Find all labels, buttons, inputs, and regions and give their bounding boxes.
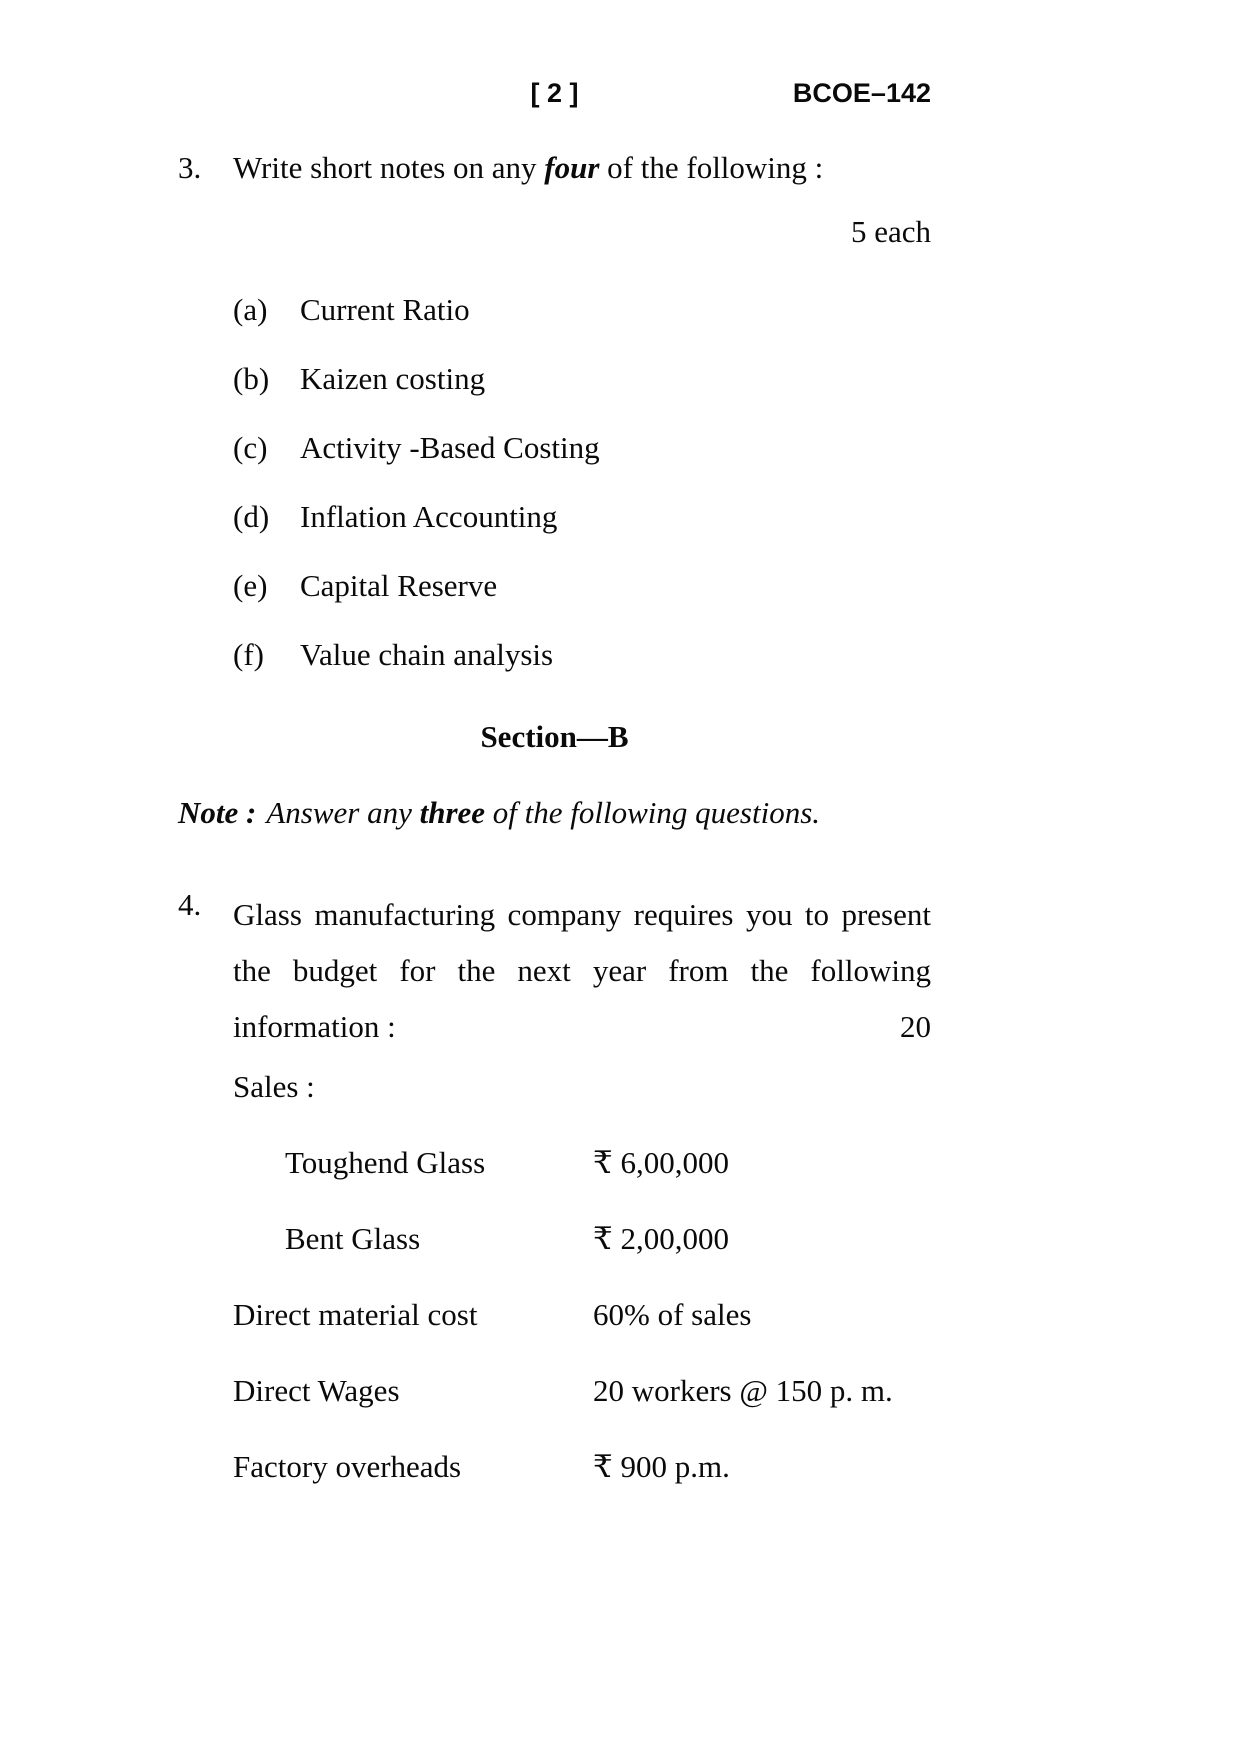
question-4-text: Glass manufacturing company requires you to present the budget for the next year from the following information : xyxy=(233,897,931,1044)
table-row-item: Direct material cost xyxy=(233,1297,478,1332)
list-item-e-label: (e) xyxy=(233,568,268,603)
sales-label: Sales : xyxy=(233,1069,315,1104)
table-row-bent-glass xyxy=(233,1221,931,1257)
table-row-direct-material xyxy=(233,1297,931,1333)
list-item-e-text: Capital Reserve xyxy=(300,568,498,603)
list-item-a-text: Current Ratio xyxy=(300,292,470,327)
page-number: [ 2 ] xyxy=(530,78,579,108)
list-item-d-label: (d) xyxy=(233,499,270,534)
question-3-heading xyxy=(178,150,931,186)
list-item-a xyxy=(233,292,931,328)
question-4-number: 4. xyxy=(178,887,202,922)
question-3-number: 3. xyxy=(178,150,202,185)
question-3-text-after: of the following : xyxy=(599,150,824,185)
note-text-before: Answer any xyxy=(266,795,420,830)
list-item-c xyxy=(233,430,931,466)
budget-info-table xyxy=(178,1145,931,1485)
table-row-factory-overheads xyxy=(233,1449,931,1485)
list-item-a-label: (a) xyxy=(233,292,268,327)
page-header xyxy=(178,78,931,112)
question-3-text-before: Write short notes on any xyxy=(233,150,545,185)
question-4-heading xyxy=(178,887,931,1055)
question-4-marks: 20 xyxy=(900,1009,931,1044)
note-label: Note : xyxy=(178,795,257,830)
table-row-item: Toughend Glass xyxy=(285,1145,486,1180)
list-item-f-label: (f) xyxy=(233,637,264,672)
list-item-b-label: (b) xyxy=(233,361,270,396)
question-3-marks: 5 each xyxy=(850,214,931,249)
paper-code: BCOE–142 xyxy=(792,78,931,108)
question-3-options-list xyxy=(178,292,931,673)
list-item-e xyxy=(233,568,931,604)
table-row-item: Factory overheads xyxy=(233,1449,462,1484)
note-line xyxy=(178,795,931,831)
table-row-value: ₹ 6,00,000 xyxy=(593,1145,729,1180)
list-item-d-text: Inflation Accounting xyxy=(300,499,558,534)
table-row-value: 20 workers @ 150 p. m. xyxy=(593,1373,893,1408)
table-row-value: 60% of sales xyxy=(593,1297,752,1332)
table-row-value: ₹ 2,00,000 xyxy=(593,1221,729,1256)
list-item-c-label: (c) xyxy=(233,430,268,465)
list-item-d xyxy=(233,499,931,535)
list-item-c-text: Activity -Based Costing xyxy=(300,430,600,465)
list-item-b-text: Kaizen costing xyxy=(300,361,486,396)
table-row-toughend-glass xyxy=(233,1145,931,1181)
table-row-item: Bent Glass xyxy=(285,1221,421,1256)
list-item-f xyxy=(233,637,931,673)
note-emphasis-word: three xyxy=(419,795,486,830)
note-text-after: of the following questions. xyxy=(485,795,821,830)
section-b-title: Section—B xyxy=(480,719,629,754)
table-row-value: ₹ 900 p.m. xyxy=(593,1449,730,1484)
question-3-emphasis-word: four xyxy=(544,150,600,185)
table-row-item: Direct Wages xyxy=(233,1373,400,1408)
list-item-f-text: Value chain analysis xyxy=(300,637,554,672)
list-item-b xyxy=(233,361,931,397)
table-row-direct-wages xyxy=(233,1373,931,1409)
